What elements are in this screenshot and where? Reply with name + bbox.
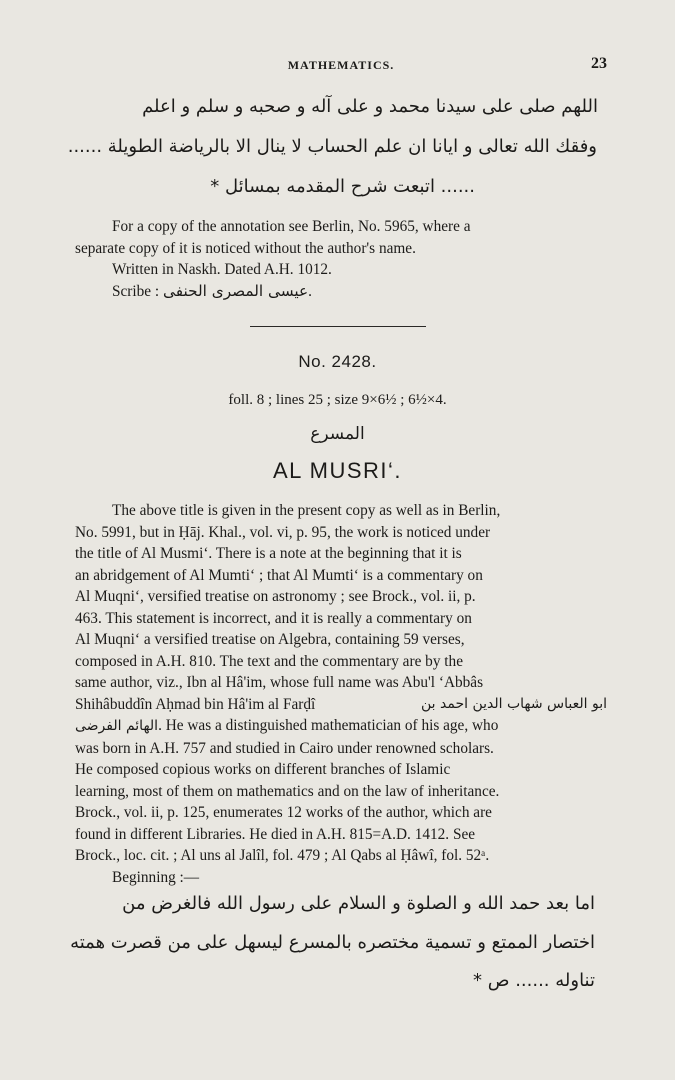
body-line: He composed copious works on different branches of Islamic: [75, 761, 451, 778]
running-head-title: MATHEMATICS.: [287, 58, 395, 72]
description-body: [75, 500, 607, 888]
body-line: No. 5991, but in Ḥāj. Khal., vol. vi, p. 95, the work is noticed under: [75, 523, 491, 541]
body-line: same author, viz., Ibn al Hâ'im, whose full name was Abu'l ‘Abbâs: [75, 674, 484, 691]
arabic-title: المسرع: [310, 424, 365, 444]
body-line: Shihâbuddîn Aḥmad bin Hâ'im al Farḍî: [75, 695, 316, 713]
scribe-end: .: [308, 282, 312, 300]
beginning-arabic-line-2: اختصار الممتع و تسمية مختصره بالمسرع ليسهل على من قصرت همته: [70, 932, 595, 953]
body-line: found in different Libraries. He died in A.H. 815=A.D. 1412. See: [75, 825, 476, 843]
body-line: was born in A.H. 757 and studied in Cairo under renowned scholars.: [75, 739, 494, 757]
annotation-line-2: separate copy of it is noticed without the author's name.: [75, 239, 416, 257]
body-line: Brock., vol. ii, p. 125, enumerates 12 works of the author, which are: [75, 804, 492, 821]
body-line: Al Muqni‘, versified treatise on astronomy ; see Brock., vol. ii, p.: [75, 588, 476, 605]
section-divider: [250, 326, 426, 327]
written-dated: Written in Naskh. Dated A.H. 1012.: [112, 261, 332, 278]
annotation-line-1: For a copy of the annotation see Berlin, No. 5965, where a: [112, 218, 471, 235]
running-head: [75, 55, 607, 80]
body-line: 463. This statement is incorrect, and it is really a commentary on: [75, 609, 472, 627]
beginning-arabic-line-1: اما بعد حمد الله و الصلوة و السلام على رسول الله فالغرض من: [122, 893, 595, 914]
body-line: an abridgement of Al Mumti‘ ; that Al Mumti‘ is a commentary on: [75, 566, 483, 584]
body-line: composed in A.H. 810. The text and the commentary are by the: [75, 652, 463, 670]
body-line: Al Muqni‘ a versified treatise on Algebra, containing 59 verses,: [75, 631, 465, 648]
arabic-opening-line-2: وفقك الله تعالى و ايانا ان علم الحساب لا ينال الا بالرياضة الطويلة ......: [67, 136, 597, 157]
page-number: 23: [591, 55, 607, 72]
body-line: Brock., loc. cit. ; Al uns al Jalîl, fol. 479 ; Al Qabs al Ḥâwî, fol. 52ᵃ.: [75, 847, 490, 864]
author-name-arabic: ابو العباس شهاب الدين احمد بن: [421, 695, 607, 712]
body-line: The above title is given in the present copy as well as in Berlin,: [112, 502, 501, 519]
annotation-notes: [75, 216, 607, 302]
entry-details: foll. 8 ; lines 25 ; size 9×6½ ; 6½×4.: [228, 392, 447, 408]
beginning-label: Beginning :—: [112, 868, 200, 886]
author-name-arabic-cont: الهائم الفرضى: [75, 718, 159, 734]
scribe-line: [75, 281, 607, 303]
beginning-arabic-line-3: تناوله ...... ص *: [472, 970, 595, 991]
body-line: learning, most of them on mathematics and on the law of inheritance.: [75, 782, 500, 800]
entry-number: No. 2428.: [298, 352, 377, 371]
arabic-opening-line-3: ...... اتبعت شرح المقدمه بمسائل *: [210, 176, 475, 197]
scribe-label: Scribe :: [112, 282, 160, 300]
work-title: AL MUSRI‘.: [272, 458, 403, 483]
body-line: the title of Al Musmi‘. There is a note at the beginning that it is: [75, 545, 462, 562]
body-line-with-arabic: [75, 694, 607, 716]
body-line: . He was a distinguished mathematician of his age, who: [158, 717, 499, 734]
arabic-opening-line-1: اللهم صلى على سيدنا محمد و على آله و صحبه و سلم و اعلم: [142, 96, 598, 117]
body-line-with-arabic: [75, 715, 607, 738]
scribe-name-arabic: عيسى المصرى الحنفى: [162, 281, 309, 300]
